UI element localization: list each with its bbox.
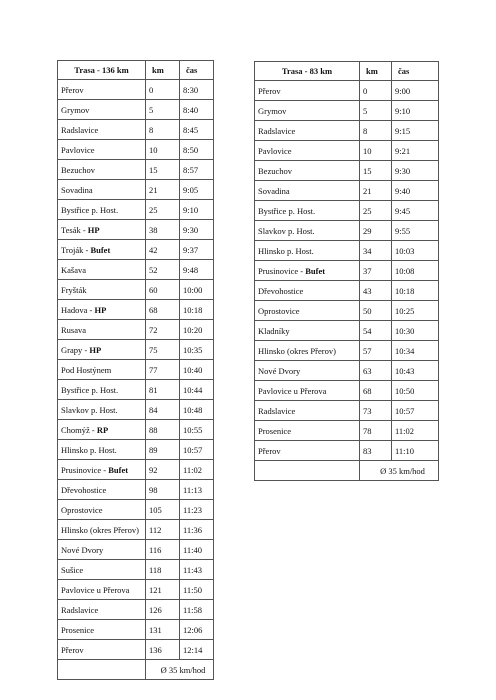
place-cell [255, 361, 360, 381]
km-cell: 118 [146, 560, 180, 580]
place-cell [58, 580, 146, 600]
table-row [255, 181, 439, 201]
km-cell: 43 [360, 281, 392, 301]
table-body [58, 80, 214, 660]
place-cell [58, 160, 146, 180]
table-row [255, 381, 439, 401]
place-name: Hlinsko p. Host. [258, 245, 314, 256]
time-cell: 11:43 [180, 560, 214, 580]
table-row [255, 421, 439, 441]
average-row [255, 461, 439, 481]
time-cell: 10:00 [180, 280, 214, 300]
place-name: Bystřice p. Host. [61, 204, 119, 215]
table-row [58, 100, 214, 120]
km-cell: 52 [146, 260, 180, 280]
km-cell: 5 [360, 101, 392, 121]
place-name: Radslavice [258, 405, 296, 416]
table-row [58, 300, 214, 320]
header-route: Trasa - 136 km [58, 61, 146, 80]
time-cell: 11:40 [180, 540, 214, 560]
table-row [255, 261, 439, 281]
table-row [255, 221, 439, 241]
place-name: Slavkov p. Host. [61, 404, 118, 415]
km-cell: 38 [146, 220, 180, 240]
place-name: Dřevohostice [61, 484, 107, 495]
km-cell: 131 [146, 620, 180, 640]
table-row [255, 101, 439, 121]
km-cell: 34 [360, 241, 392, 261]
time-cell: 10:18 [180, 300, 214, 320]
km-cell: 25 [146, 200, 180, 220]
table-row [58, 420, 214, 440]
km-cell: 37 [360, 261, 392, 281]
table-row [255, 361, 439, 381]
table-row [58, 500, 214, 520]
table-row [58, 620, 214, 640]
empty-cell [255, 461, 360, 481]
km-cell: 54 [360, 321, 392, 341]
place-name: Sušice [61, 564, 84, 575]
time-cell: 11:36 [180, 520, 214, 540]
km-cell: 21 [146, 180, 180, 200]
km-cell: 60 [146, 280, 180, 300]
place-name: Bystřice p. Host. [61, 384, 119, 395]
table-row [58, 380, 214, 400]
km-cell: 105 [146, 500, 180, 520]
table-row [58, 280, 214, 300]
table-row [58, 240, 214, 260]
table-row [58, 540, 214, 560]
place-name: Nové Dvory [61, 544, 104, 555]
time-cell: 12:14 [180, 640, 214, 660]
header-time: čas [392, 62, 439, 81]
km-cell: 73 [360, 401, 392, 421]
place-name: Rusava [61, 324, 87, 335]
header-km: km [360, 62, 392, 81]
km-cell: 57 [360, 341, 392, 361]
stop-type-label: Bufet [90, 244, 111, 255]
time-cell: 9:21 [392, 141, 439, 161]
place-cell [58, 300, 146, 320]
time-cell: 9:37 [180, 240, 214, 260]
km-cell: 88 [146, 420, 180, 440]
km-cell: 121 [146, 580, 180, 600]
place-cell [255, 141, 360, 161]
km-cell: 89 [146, 440, 180, 460]
time-cell: 9:55 [392, 221, 439, 241]
time-cell: 10:50 [392, 381, 439, 401]
place-cell [255, 101, 360, 121]
place-name: Pavlovice [258, 145, 292, 156]
place-name: Bezuchov [258, 165, 292, 176]
route-table-136km [57, 60, 214, 680]
time-cell: 10:20 [180, 320, 214, 340]
place-name: Nové Dvory [258, 365, 301, 376]
table-body [255, 81, 439, 461]
average-speed: Ø 35 km/hod [146, 660, 214, 680]
km-cell: 0 [146, 80, 180, 100]
km-cell: 10 [360, 141, 392, 161]
table-row [58, 220, 214, 240]
table-row [255, 121, 439, 141]
km-cell: 15 [360, 161, 392, 181]
time-cell: 10:03 [392, 241, 439, 261]
table-row [255, 321, 439, 341]
km-cell: 83 [360, 441, 392, 461]
km-cell: 25 [360, 201, 392, 221]
place-name: Pavlovice u Přerova [61, 584, 130, 595]
km-cell: 29 [360, 221, 392, 241]
place-name: Hadova - [61, 304, 95, 315]
route-table-83km [254, 61, 439, 481]
header-km: km [146, 61, 180, 80]
table-row [255, 301, 439, 321]
average-speed: Ø 35 km/hod [360, 461, 439, 481]
place-name: Grapy - [61, 344, 90, 355]
table-row [58, 480, 214, 500]
place-cell [58, 520, 146, 540]
place-cell [58, 480, 146, 500]
km-cell: 0 [360, 81, 392, 101]
km-cell: 10 [146, 140, 180, 160]
stop-type-label: HP [94, 304, 107, 315]
km-cell: 15 [146, 160, 180, 180]
stop-type-label: RP [96, 424, 109, 435]
time-cell: 8:30 [180, 80, 214, 100]
place-name: Grymov [258, 105, 287, 116]
time-cell: 8:40 [180, 100, 214, 120]
place-cell [58, 320, 146, 340]
time-cell: 8:57 [180, 160, 214, 180]
table-row [58, 120, 214, 140]
time-cell: 10:34 [392, 341, 439, 361]
time-cell: 10:44 [180, 380, 214, 400]
table-row [255, 241, 439, 261]
stop-type-label: HP [89, 344, 102, 355]
place-cell [58, 180, 146, 200]
km-cell: 8 [360, 121, 392, 141]
km-cell: 75 [146, 340, 180, 360]
km-cell: 8 [146, 120, 180, 140]
table-row [255, 441, 439, 461]
time-cell: 8:45 [180, 120, 214, 140]
table-row [58, 340, 214, 360]
km-cell: 112 [146, 520, 180, 540]
place-cell [58, 120, 146, 140]
km-cell: 50 [360, 301, 392, 321]
km-cell: 98 [146, 480, 180, 500]
time-cell: 12:06 [180, 620, 214, 640]
table-row [58, 560, 214, 580]
place-name: Radslavice [61, 604, 99, 615]
table-row [255, 401, 439, 421]
place-name: Troják - [61, 244, 91, 255]
table-row [58, 520, 214, 540]
table-row [58, 580, 214, 600]
table-row [255, 281, 439, 301]
time-cell: 10:57 [392, 401, 439, 421]
time-cell: 10:43 [392, 361, 439, 381]
place-name: Prosenice [258, 425, 292, 436]
km-cell: 68 [146, 300, 180, 320]
place-cell [255, 301, 360, 321]
km-cell: 116 [146, 540, 180, 560]
place-cell [58, 360, 146, 380]
km-cell: 63 [360, 361, 392, 381]
time-cell: 10:35 [180, 340, 214, 360]
place-name: Grymov [61, 104, 90, 115]
table-row [58, 640, 214, 660]
stop-type-label: Bufet [305, 265, 326, 276]
table-header-row [58, 61, 214, 80]
time-cell: 10:57 [180, 440, 214, 460]
place-cell [255, 161, 360, 181]
place-cell [58, 240, 146, 260]
time-cell: 11:23 [180, 500, 214, 520]
km-cell: 81 [146, 380, 180, 400]
km-cell: 21 [360, 181, 392, 201]
place-name: Sovadina [61, 184, 93, 195]
place-name: Pod Hostýnem [61, 364, 112, 375]
table-row [58, 400, 214, 420]
time-cell: 9:30 [180, 220, 214, 240]
place-name: Hlinsko (okres Přerov) [258, 345, 336, 356]
km-cell: 42 [146, 240, 180, 260]
place-cell [58, 540, 146, 560]
table-row [58, 140, 214, 160]
place-name: Prosenice [61, 624, 95, 635]
table-row [255, 141, 439, 161]
place-name: Radslavice [61, 124, 99, 135]
place-name: Hlinsko p. Host. [61, 444, 117, 455]
km-cell: 77 [146, 360, 180, 380]
time-cell: 11:13 [180, 480, 214, 500]
time-cell: 9:45 [392, 201, 439, 221]
table-row [255, 81, 439, 101]
time-cell: 8:50 [180, 140, 214, 160]
average-row [58, 660, 214, 680]
table-row [58, 460, 214, 480]
place-cell [58, 100, 146, 120]
place-cell [255, 421, 360, 441]
place-cell [255, 441, 360, 461]
place-cell [58, 280, 146, 300]
place-name: Fryšták [61, 284, 87, 295]
time-cell: 9:00 [392, 81, 439, 101]
table-row [58, 320, 214, 340]
time-cell: 10:30 [392, 321, 439, 341]
place-cell [255, 341, 360, 361]
place-name: Radslavice [258, 125, 296, 136]
place-cell [255, 121, 360, 141]
header-time: čas [180, 61, 214, 80]
time-cell: 10:55 [180, 420, 214, 440]
place-name: Přerov [61, 644, 84, 655]
time-cell: 9:15 [392, 121, 439, 141]
stop-type-label: HP [87, 224, 100, 235]
table-row [58, 260, 214, 280]
time-cell: 10:48 [180, 400, 214, 420]
time-cell: 9:48 [180, 260, 214, 280]
place-cell [255, 181, 360, 201]
table-row [58, 180, 214, 200]
time-cell: 9:40 [392, 181, 439, 201]
place-name: Hlinsko (okres Přerov) [61, 524, 139, 535]
place-cell [58, 200, 146, 220]
table-header-row [255, 62, 439, 81]
place-cell [58, 560, 146, 580]
place-cell [58, 600, 146, 620]
place-name: Přerov [258, 85, 281, 96]
place-cell [255, 281, 360, 301]
time-cell: 9:05 [180, 180, 214, 200]
table-row [58, 200, 214, 220]
place-cell [58, 380, 146, 400]
time-cell: 11:58 [180, 600, 214, 620]
time-cell: 11:02 [180, 460, 214, 480]
table-row [58, 600, 214, 620]
place-name: Prusinovice - [61, 464, 109, 475]
empty-cell [58, 660, 146, 680]
time-cell: 10:25 [392, 301, 439, 321]
table-row [58, 160, 214, 180]
km-cell: 5 [146, 100, 180, 120]
place-cell [58, 500, 146, 520]
time-cell: 9:10 [180, 200, 214, 220]
km-cell: 68 [360, 381, 392, 401]
place-cell [255, 321, 360, 341]
km-cell: 84 [146, 400, 180, 420]
place-name: Pavlovice [61, 144, 95, 155]
place-cell [58, 440, 146, 460]
time-cell: 9:30 [392, 161, 439, 181]
place-cell [255, 241, 360, 261]
place-cell [58, 340, 146, 360]
place-cell [255, 81, 360, 101]
place-cell [58, 640, 146, 660]
time-cell: 11:50 [180, 580, 214, 600]
time-cell: 9:10 [392, 101, 439, 121]
table-row [255, 341, 439, 361]
place-cell [58, 80, 146, 100]
header-route: Trasa - 83 km [255, 62, 360, 81]
table-row [255, 161, 439, 181]
place-cell [255, 201, 360, 221]
time-cell: 10:08 [392, 261, 439, 281]
place-name: Slavkov p. Host. [258, 225, 315, 236]
stop-type-label: Bufet [108, 464, 129, 475]
km-cell: 126 [146, 600, 180, 620]
place-name: Tesák - [61, 224, 88, 235]
time-cell: 11:02 [392, 421, 439, 441]
place-cell [58, 220, 146, 240]
place-cell [255, 221, 360, 241]
place-name: Oprostovice [61, 504, 103, 515]
place-name: Přerov [61, 84, 84, 95]
table-row [58, 360, 214, 380]
place-cell [58, 460, 146, 480]
km-cell: 92 [146, 460, 180, 480]
place-name: Kladníky [258, 325, 290, 336]
place-cell [58, 620, 146, 640]
place-cell [58, 140, 146, 160]
table-row [255, 201, 439, 221]
km-cell: 78 [360, 421, 392, 441]
place-name: Prusinovice - [258, 265, 306, 276]
place-cell [58, 400, 146, 420]
place-cell [255, 401, 360, 421]
place-name: Dřevohostice [258, 285, 304, 296]
place-cell [58, 260, 146, 280]
place-cell [255, 261, 360, 281]
place-name: Bystřice p. Host. [258, 205, 316, 216]
place-cell [58, 420, 146, 440]
place-name: Oprostovice [258, 305, 300, 316]
time-cell: 10:40 [180, 360, 214, 380]
table-row [58, 440, 214, 460]
km-cell: 72 [146, 320, 180, 340]
place-name: Sovadina [258, 185, 290, 196]
place-name: Bezuchov [61, 164, 95, 175]
table-row [58, 80, 214, 100]
time-cell: 11:10 [392, 441, 439, 461]
place-name: Přerov [258, 445, 281, 456]
km-cell: 136 [146, 640, 180, 660]
place-name: Pavlovice u Přerova [258, 385, 327, 396]
place-cell [255, 381, 360, 401]
place-name: Kašava [61, 264, 87, 275]
time-cell: 10:18 [392, 281, 439, 301]
place-name: Chomýž - [61, 424, 97, 435]
